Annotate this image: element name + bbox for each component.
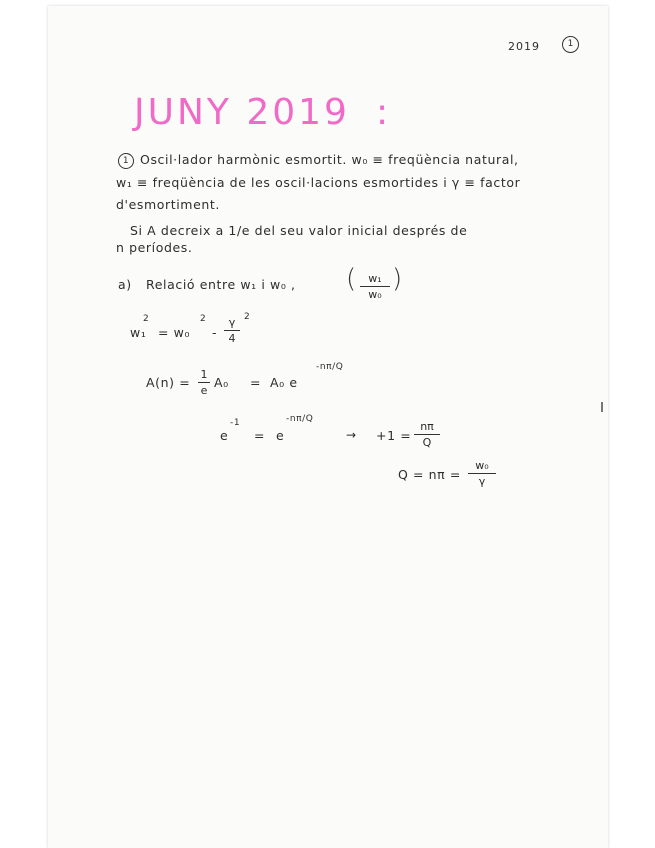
part-a-text: Relació entre w₁ i w₀ , (146, 277, 296, 292)
problem-text-1: Oscil·lador harmònic esmortit. w₀ ≡ freqüència natural, (140, 152, 519, 167)
eq2-exponent: -nπ/Q (316, 362, 344, 372)
problem-line-3: d'esmortiment. (116, 197, 220, 212)
problem-line-4: Si A decreix a 1/e del seu valor inicial després de (130, 223, 468, 238)
part-a-close-paren: ) (392, 264, 403, 294)
ratio-denominator: w₀ (368, 288, 382, 301)
eq3-base2: e (276, 428, 285, 443)
ratio-bar (360, 286, 390, 287)
page-title-colon: : (376, 92, 389, 133)
page-title: JUNY 2019 (134, 92, 350, 133)
eq1-mid-exp: 2 (200, 314, 207, 324)
eq4-bar (468, 473, 496, 474)
eq1-denominator: 4 (228, 332, 236, 345)
problem-line-2: w₁ ≡ freqüència de les oscil·lacions esmortides i γ ≡ factor (116, 175, 521, 190)
problem-number: 1 (118, 153, 134, 169)
eq3-rhs: +1 = (376, 428, 412, 443)
problem-line-5: n períodes. (116, 240, 193, 255)
page-year: 2019 (508, 40, 540, 53)
eq2-fraction (198, 368, 210, 397)
part-a-label: a) (118, 277, 132, 292)
eq1-fraction (224, 316, 240, 345)
eq2-bar (198, 382, 210, 383)
eq2-numerator: 1 (200, 368, 208, 381)
eq1-mid: = w₀ (158, 325, 191, 340)
part-a-ratio (360, 272, 390, 301)
eq1-lhs: w₁ (130, 325, 147, 340)
eq3-denominator: Q (422, 436, 432, 449)
eq4-denominator: γ (478, 475, 486, 488)
eq1-lhs-exp: 2 (143, 314, 150, 324)
eq3-exp1: -1 (230, 418, 241, 428)
eq4-numerator: w₀ (475, 459, 489, 472)
eq2-lhs: A(n) = (146, 375, 191, 390)
part-a-open-paren: ( (346, 264, 357, 294)
eq1-num-exp: 2 (244, 312, 251, 322)
eq1-numerator: γ (228, 316, 236, 329)
eq4-lhs: Q = nπ = (398, 467, 461, 482)
eq3-equals: = (254, 428, 266, 443)
eq4-fraction (468, 459, 496, 488)
eq1-minus: - (212, 325, 218, 340)
eq2-denominator: e (200, 384, 208, 397)
eq2-rhs: A₀ e (270, 375, 298, 390)
eq3-exp2: -nπ/Q (286, 414, 314, 424)
ratio-numerator: w₁ (368, 272, 382, 285)
eq3-arrow: → (346, 428, 357, 442)
problem-line-1 (118, 152, 519, 169)
page-edge-mark (601, 402, 603, 412)
eq3-base1: e (220, 428, 229, 443)
page-number-circle: 1 (562, 36, 579, 53)
eq3-fraction (414, 420, 440, 449)
eq2-equals: = (250, 375, 262, 390)
eq2-a0: A₀ (214, 375, 229, 390)
eq1-bar (224, 330, 240, 331)
eq3-numerator: nπ (420, 420, 434, 433)
eq3-bar (414, 434, 440, 435)
